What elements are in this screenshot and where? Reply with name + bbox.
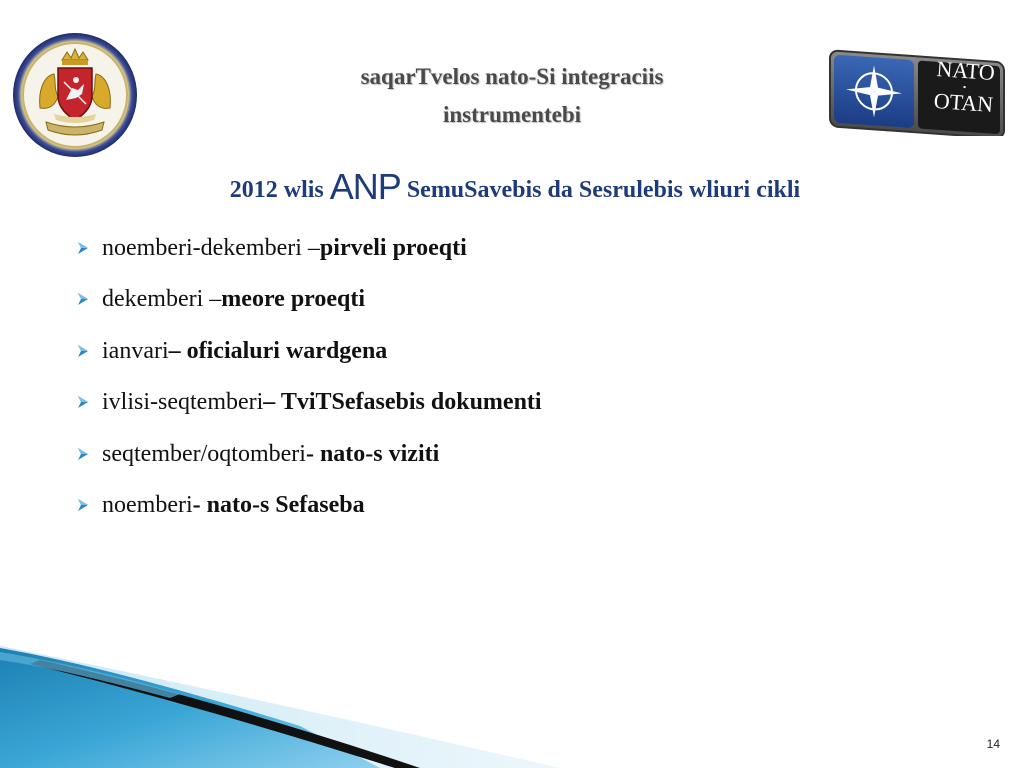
list-item [76,428,976,480]
bullet-text-normal: noemberi [102,492,193,519]
otan-text: OTAN [933,87,994,118]
arrow-bullet-icon [76,344,102,358]
list-item [76,222,976,274]
bullet-text-bold: pirveli proeqti [319,234,467,261]
bullet-list [76,222,976,531]
arrow-bullet-icon [76,498,102,512]
nato-logo-text [917,53,1010,137]
list-item [76,377,976,429]
arrow-bullet-icon [76,241,102,255]
bullet-text-normal: noemberi-dekemberi – [102,234,320,261]
bullet-text-normal: seqtember/oqtomberi [102,440,306,467]
bullet-text-normal: ivlisi-seqtemberi [102,389,264,416]
slide-title-line2: instrumentebi [443,102,581,127]
arrow-bullet-icon [76,447,102,461]
subtitle-prefix: 2012 wlis [229,177,330,203]
list-item [76,274,976,326]
slide-title [240,58,784,134]
bullet-text-bold: – TviTSefasebis dokumenti [263,389,542,416]
list-item [76,480,976,532]
page-number: 14 [986,737,1000,751]
bullet-text-normal: dekemberi – [102,286,222,313]
bullet-text-bold: meore proeqti [221,286,366,313]
subtitle-acronym: ANP [329,166,401,207]
arrow-bullet-icon [76,292,102,306]
list-item [76,325,976,377]
slide-subtitle [90,166,940,208]
bullet-text-bold: – oficialuri wardgena [168,337,388,364]
bullet-text-bold: - nato-s Sefaseba [192,492,365,519]
footer-wave-decoration [0,640,1024,768]
arrow-bullet-icon [76,395,102,409]
georgia-seal-icon [10,30,140,160]
subtitle-suffix: SemuSavebis da Sesrulebis wliuri cikli [400,177,801,203]
bullet-text-normal: ianvari [102,337,169,364]
bullet-text-bold: - nato-s viziti [305,440,440,467]
nato-text: NATO [935,56,996,86]
slide-title-line1: saqarTvelos nato-Si integraciis [360,64,664,89]
